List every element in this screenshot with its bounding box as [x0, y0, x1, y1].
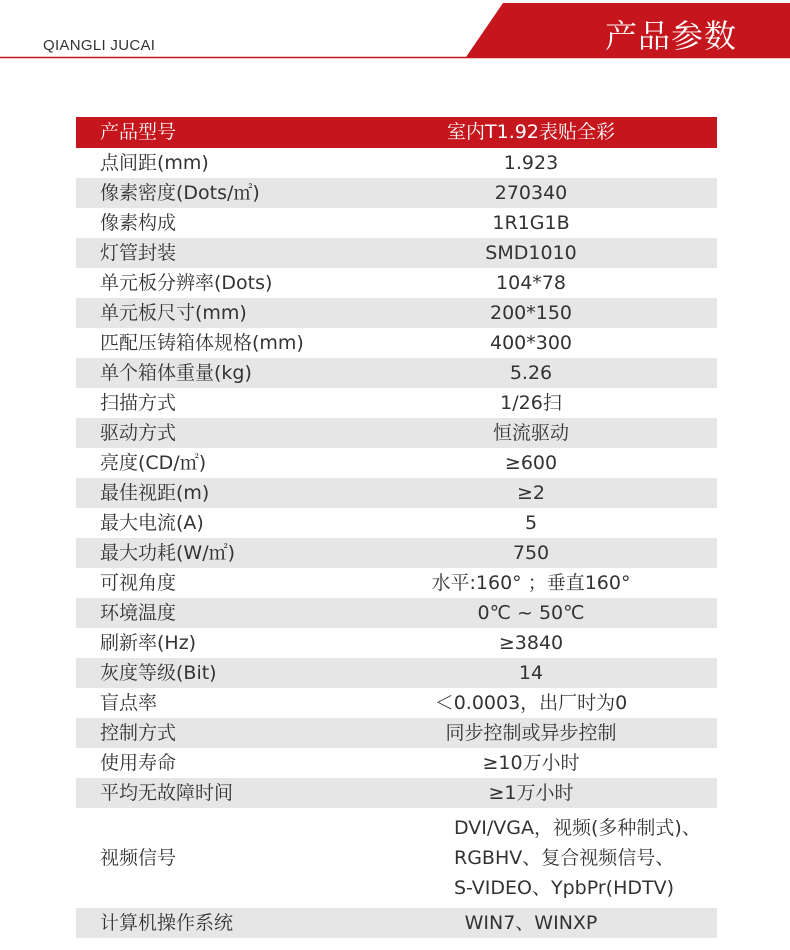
- table-row: [76, 358, 717, 388]
- param-name: 像素密度(Dots/㎡): [76, 178, 345, 208]
- video-signal-line: RGBHV、复合视频信号、: [454, 847, 675, 869]
- param-value: ≥2: [345, 478, 717, 508]
- table-row: [76, 328, 717, 358]
- table-row: [76, 538, 717, 568]
- table-row: [76, 148, 717, 178]
- param-name: 灰度等级(Bit): [76, 658, 345, 688]
- table-row: [76, 478, 717, 508]
- param-name: 扫描方式: [100, 392, 177, 414]
- param-value: 0℃ ~ 50℃: [345, 598, 717, 628]
- param-value: ≥600: [504, 452, 558, 474]
- param-value: 1R1G1B: [492, 212, 570, 234]
- table-row: [76, 908, 717, 938]
- table-row: [76, 238, 717, 268]
- header-value-cell: 室内T1.92表贴全彩: [345, 117, 717, 148]
- param-name: 灯管封装: [76, 238, 345, 268]
- table-row: [76, 658, 717, 688]
- param-value: SMD1010: [345, 238, 717, 268]
- param-value: ≥10万小时: [482, 752, 580, 774]
- table-row: [76, 298, 717, 328]
- param-value: 14: [345, 658, 717, 688]
- param-value: ＜0.0003，出厂时为0: [434, 692, 628, 714]
- table-row: [76, 508, 717, 538]
- param-name: 计算机操作系统: [76, 908, 345, 938]
- param-name: 最大电流(A): [100, 512, 204, 534]
- table-row: [76, 748, 717, 778]
- table-row: [76, 208, 717, 238]
- section-title: 产品参数: [605, 17, 738, 55]
- spec-table: [76, 117, 717, 938]
- param-name: 环境温度: [76, 598, 345, 628]
- param-value-multiline: [345, 808, 717, 908]
- video-signal-line: S-VIDEO、YpbPr(HDTV): [454, 877, 675, 899]
- brand-name: QIANGLI JUCAI: [43, 37, 156, 54]
- param-value: 5.26: [345, 358, 717, 388]
- table-row: [76, 388, 717, 418]
- param-value: 1.923: [503, 152, 559, 174]
- param-name: 驱动方式: [76, 418, 345, 448]
- table-row: [76, 418, 717, 448]
- param-name: 单元板分辨率(Dots): [100, 272, 273, 294]
- param-value: 104*78: [496, 272, 566, 294]
- param-value: 400*300: [489, 332, 573, 354]
- table-row-video-signal: [76, 808, 717, 908]
- param-name: 最佳视距(m): [76, 478, 345, 508]
- param-value: 水平:160° ；垂直160°: [431, 572, 631, 594]
- param-name: 控制方式: [76, 718, 345, 748]
- table-header-row: [76, 117, 717, 148]
- table-row: [76, 778, 717, 808]
- table-row: [76, 598, 717, 628]
- param-value: 270340: [345, 178, 717, 208]
- param-name: 刷新率(Hz): [100, 632, 197, 654]
- table-row: [76, 568, 717, 598]
- param-value: 200*150: [345, 298, 717, 328]
- video-signal-line: DVI/VGA，视频(多种制式)、: [454, 817, 701, 839]
- table-row: [76, 448, 717, 478]
- param-name: 盲点率: [100, 692, 158, 714]
- header-name-cell: 产品型号: [76, 117, 345, 148]
- param-name: 单元板尺寸(mm): [76, 298, 345, 328]
- param-name: 亮度(CD/㎡): [100, 452, 207, 474]
- param-name: 单个箱体重量(kg): [76, 358, 345, 388]
- param-value: 5: [524, 512, 538, 534]
- param-value: ≥1万小时: [345, 778, 717, 808]
- param-name: 可视角度: [100, 572, 177, 594]
- param-name: 点间距(mm): [100, 152, 209, 174]
- page-header: [0, 0, 790, 62]
- param-value: 恒流驱动: [345, 418, 717, 448]
- table-row: [76, 178, 717, 208]
- param-name: 像素构成: [100, 212, 177, 234]
- param-value: ≥3840: [498, 632, 564, 654]
- param-name: 匹配压铸箱体规格(mm): [100, 332, 304, 354]
- table-row: [76, 268, 717, 298]
- param-value: 同步控制或异步控制: [345, 718, 717, 748]
- param-name: 使用寿命: [100, 752, 177, 774]
- param-value: WIN7、WINXP: [345, 908, 717, 938]
- table-row: [76, 718, 717, 748]
- param-value: 750: [345, 538, 717, 568]
- table-row: [76, 688, 717, 718]
- param-name: 视频信号: [100, 847, 177, 869]
- param-name: 平均无故障时间: [76, 778, 345, 808]
- param-name: 最大功耗(W/㎡): [76, 538, 345, 568]
- param-value: 1/26扫: [500, 392, 562, 414]
- table-row: [76, 628, 717, 658]
